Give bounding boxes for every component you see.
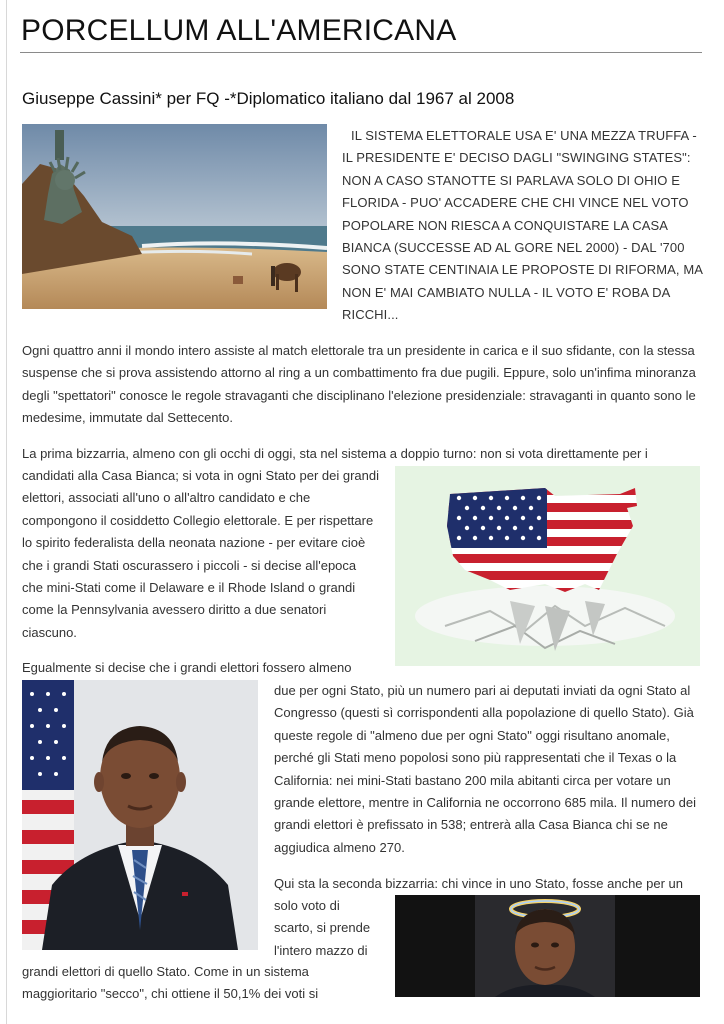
beach-statue-image <box>22 124 327 309</box>
article-title: PORCELLUM ALL'AMERICANA <box>21 14 457 47</box>
paragraph-2-first-line: La prima bizzarria, almeno con gli occhi di oggi, sta nel sistema a doppio turno: non si vota direttamente per i <box>22 446 648 461</box>
paragraph-3-first-line: Egualmente si decise che i grandi elettori fossero almeno <box>22 660 352 675</box>
paragraph-4-first-line: Qui sta la seconda bizzarria: chi vince in uno Stato, fosse anche per un <box>274 876 684 891</box>
page-left-border <box>6 0 7 1024</box>
paragraph-3: due per ogni Stato, più un numero pari ai deputati inviati da ogni Stato al Congresso (questi sì corrispondenti alla popolazione di quello Stato). Già queste regole di "almeno due per ogni Stato" oggi risultano anomale, perché gli Stati meno popolosi sono più rappresentati che il Texas o la California: nei mini-Stati bastano 200 mila abitanti circa per votare un grande elettore, mentre in California ne occorrono 685 mila. Il numero dei grandi elettori è prefissato in 538; entrerà alla Casa Bianca chi se ne aggiudica almeno 270. <box>274 683 697 855</box>
article-byline: Giuseppe Cassini* per FQ -*Diplomatico italiano dal 1967 al 2008 <box>22 89 515 108</box>
article-lead <box>342 125 704 327</box>
paragraph-4-narrow: solo voto di scarto, si prende l'intero mazzo di <box>274 898 371 958</box>
article-lead-text: IL SISTEMA ELETTORALE USA E' UNA MEZZA TRUFFA - IL PRESIDENTE E' DECISO DAGLI "SWINGING STATES": NON A CASO STANOTTE SI PARLAVA SOLO DI OHIO E FLORIDA - PUO' ACCADERE CHE CHI VINCE NEL VOTO POPOLARE NON RIESCA A CONQUISTARE LA CASA BIANCA (SUCCESSE AD AL GORE NEL 2000) - DAL '700 SONO STATE CENTINAIA LE PROPOSTE DI RIFORMA, MA NON E' MAI CAMBIATO NULLA - IL VOTO E' ROBA DA RICCHI... <box>342 128 703 323</box>
paragraph-2: candidati alla Casa Bianca; si vota in ogni Stato per dei grandi elettori, associati all'uno o all'altro candidato e che compongono il cosiddetto Collegio elettorale. E per rispettare lo spirito federalista della neonata nazione - per evitare cioè che i grandi Stati oscurassero i piccoli - si decise all'epoca che mini-Stati come il Delaware e il Rhode Island o grandi come la Pennsylvania avessero diritto a due senatori ciascuno. <box>22 468 379 640</box>
paragraph-1: Ogni quattro anni il mondo intero assiste al match elettorale tra un presidente in carica e il suo sfidante, con la stessa suspense che si prova assistendo attorno al ring a un combattimento fra due pugili. Eppure, solo un'infima minoranza degli "spettatori" conosce le regole stravaganti che disciplinano l'elezione presidenziale: stravaganti in quanto sono le medesime, immutate dal Settecento. <box>22 343 696 426</box>
halo-portrait-image <box>395 895 700 997</box>
paragraph-4-tail: grandi elettori di quello Stato. Come in un sistema maggioritario "secco", chi ottiene il 50,1% dei voti si <box>22 964 319 1002</box>
us-flag-map-image <box>395 466 700 666</box>
title-divider <box>20 52 702 53</box>
president-portrait-image <box>22 680 258 950</box>
